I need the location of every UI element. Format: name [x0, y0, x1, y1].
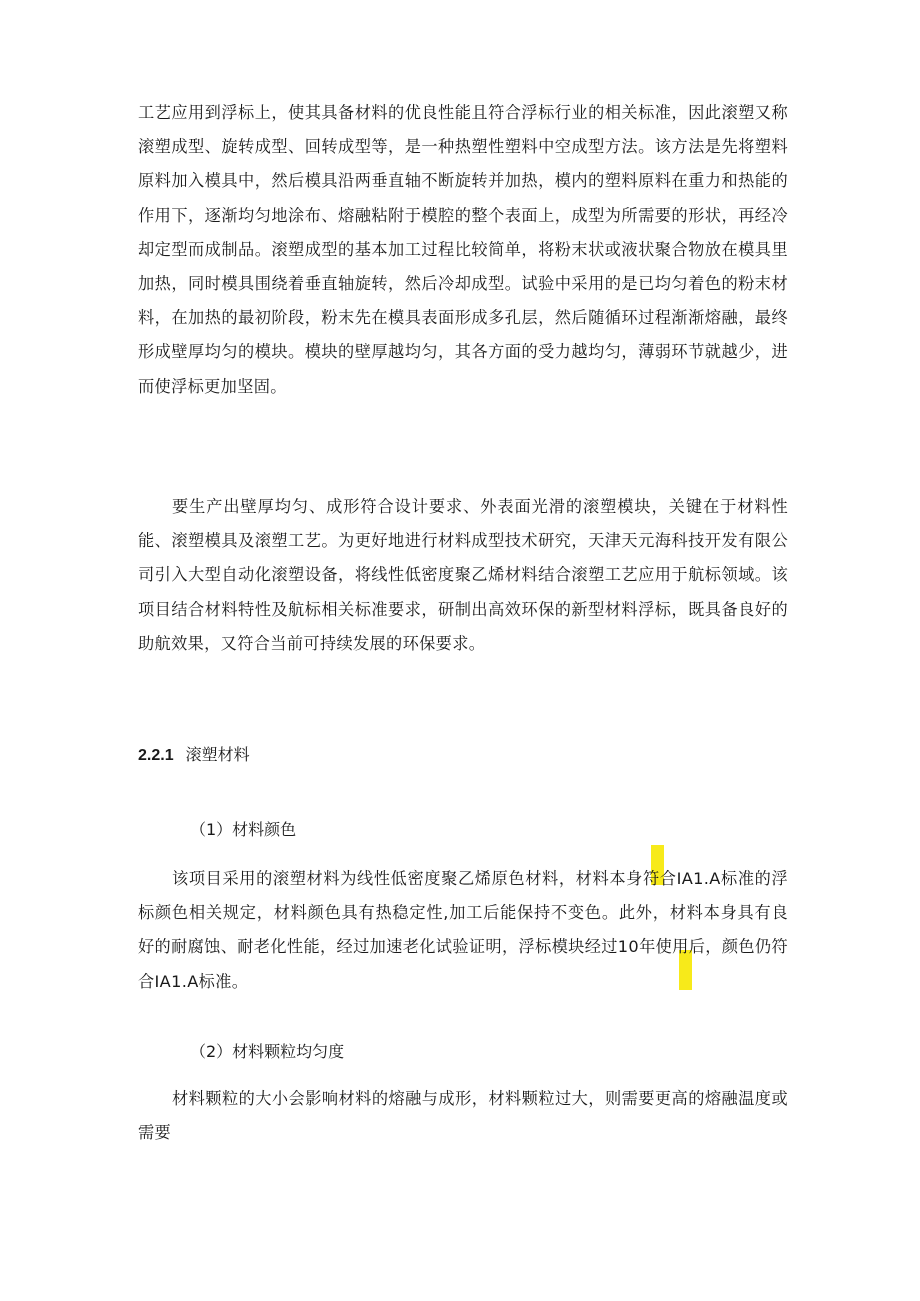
subheading-material-color: （1）材料颜色 — [190, 820, 297, 839]
section-heading — [138, 743, 250, 768]
body-paragraph-2: 要生产出壁厚均匀、成形符合设计要求、外表面光滑的滚塑模块，关键在于材料性能、滚塑模具及滚塑工艺。为更好地进行材料成型技术研究，天津天元海科技开发有限公司引入大型自动化滚塑设备，将线性低密度聚乙烯材料结合滚塑工艺应用于航标领域。该项目结合材料特性及航标相关标准要求，研制出高效环保的新型材料浮标，既具备良好的助航效果，又符合当前可持续发展的环保要求。 — [138, 497, 788, 653]
subheading-particle-uniformity: （2）材料颗粒均匀度 — [190, 1042, 345, 1061]
section-title: 滚塑材料 — [185, 745, 250, 764]
body-paragraph-4: 材料颗粒的大小会影响材料的熔融与成形，材料颗粒过大，则需要更高的熔融温度或需要 — [138, 1089, 788, 1143]
body-paragraph-3: 该项目采用的滚塑材料为线性低密度聚乙烯原色材料，材料本身符合IA1.A标准的浮标颜色相关规定，材料颜色具有热稳定性,加工后能保持不变色。此外，材料本身具有良好的耐腐蚀、耐老化性能，经过加速老化试验证明，浮标模块经过10年使用后，颜色仍符合IA1.A标准。 — [138, 869, 788, 991]
body-paragraph-1: 工艺应用到浮标上，使其具备材料的优良性能且符合浮标行业的相关标准，因此滚塑又称滚塑成型、旋转成型、回转成型等，是一种热塑性塑料中空成型方法。该方法是先将塑料原料加入模具中，然后模具沿两垂直轴不断旋转并加热，模内的塑料原料在重力和热能的作用下，逐渐均匀地涂布、熔融粘附于模腔的整个表面上，成型为所需要的形状，再经冷却定型而成制品。滚塑成型的基本加工过程比较简单，将粉末状或液状聚合物放在模具里加热，同时模具围绕着垂直轴旋转，然后冷却成型。试验中采用的是已均匀着色的粉末材料，在加热的最初阶段，粉末先在模具表面形成多孔层，然后随循环过程渐渐熔融，最终形成壁厚均匀的模块。模块的壁厚越均匀，其各方面的受力越均匀，薄弱环节就越少，进而使浮标更加坚固。 — [138, 103, 788, 396]
section-number: 2.2.1 — [138, 747, 174, 764]
